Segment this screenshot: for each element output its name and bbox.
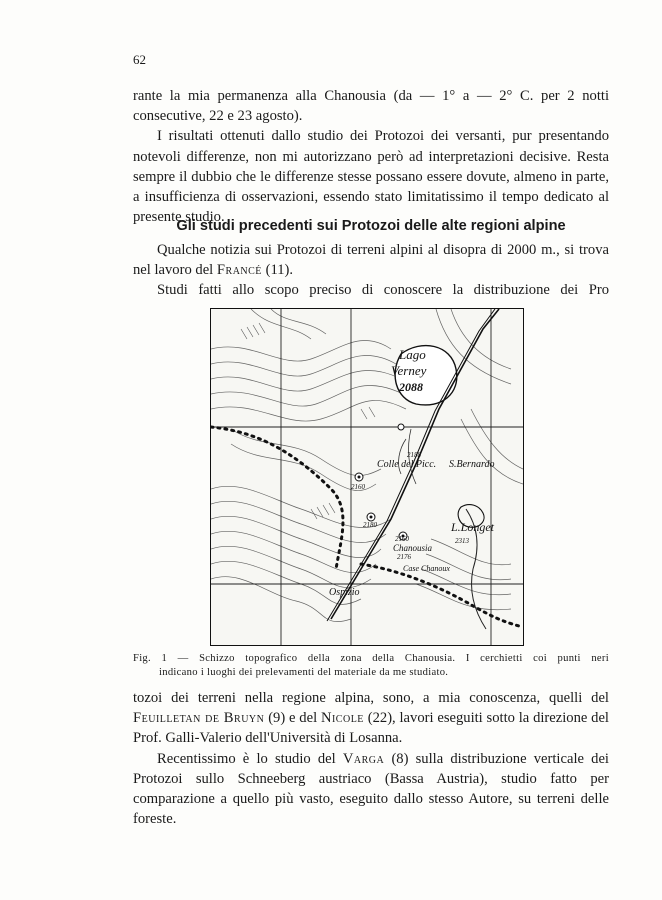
paragraph-text: Recentissimo è lo studio del bbox=[157, 750, 336, 767]
caption-line: Fig. 1 — Schizzo topografico della zona della Chanousia. I cerchietti coi punti neri bbox=[133, 653, 609, 664]
paragraph-text: tozoi dei terreni nella regione alpina, sono, a mia conoscenza, quelli del bbox=[133, 690, 609, 706]
map-svg bbox=[211, 309, 523, 645]
paragraph-text: (8) sulla distribuzione verticale dei Protozoi sullo Schneeberg austriaco (Bassa Austria), studio fatto per comparazione a quello più vasto, eseguito dallo stesso Autore, su terreni delle foreste. bbox=[133, 750, 609, 828]
paragraph bbox=[133, 749, 609, 830]
map-label-case-chanoux: Case Chanoux bbox=[403, 564, 450, 573]
bottom-paragraphs bbox=[133, 688, 609, 829]
paragraph: Studi fatti allo scopo preciso di conoscere la distribuzione dei Pro bbox=[157, 282, 609, 299]
map-label-chanousia: Chanousia bbox=[393, 543, 433, 553]
author-name: Varga bbox=[342, 750, 385, 767]
section-heading: Gli studi precedenti sui Protozoi delle alte regioni alpine bbox=[176, 218, 566, 234]
paragraph bbox=[133, 688, 609, 749]
author-name: Feuilletan de Bruyn bbox=[133, 710, 265, 727]
figure-caption bbox=[133, 652, 609, 680]
map-label-longet: L.Longet bbox=[451, 520, 495, 534]
map-label-2313: 2313 bbox=[455, 537, 469, 545]
map-label-lago: Lago bbox=[399, 347, 426, 362]
reference: (11). bbox=[265, 262, 293, 279]
grid-lines bbox=[211, 309, 523, 645]
map-label-colle-alt: 2188 bbox=[407, 451, 421, 459]
map-label-s-bernardo: S.Bernardo bbox=[449, 459, 495, 470]
paragraph-line: consecutive, 22 e 23 agosto). bbox=[133, 108, 303, 125]
paragraph: I risultati ottenuti dallo studio dei Protozoi dei versanti, pur presentando notevoli differenze, non mi autorizzano però ad interpretazioni decisive. Resta sempre il dubbio che le differenze stesse possano essere dovute, almeno in parte, a insufficienza di osservazioni, essendo stato limitatissimo il tempo dedicato al presente studio. bbox=[133, 128, 609, 226]
topographic-map bbox=[210, 308, 524, 646]
author-name: Nicole bbox=[320, 710, 364, 727]
map-label-verney: Verney bbox=[391, 363, 427, 378]
paragraph bbox=[133, 240, 609, 280]
top-paragraphs bbox=[133, 86, 609, 227]
map-label-2180: 2180 bbox=[363, 521, 377, 529]
reference: (9) e del bbox=[268, 710, 318, 727]
paragraph-line: rante la mia permanenza alla Chanousia (da — 1° a — 2° C. per 2 notti bbox=[133, 88, 609, 104]
caption-line: indicano i luoghi dei prelevamenti del materiale da me studiato. bbox=[159, 667, 449, 678]
page-number: 62 bbox=[133, 52, 146, 67]
map-label-ospizio: Ospizio bbox=[329, 587, 360, 598]
map-label-2160-a: 2160 bbox=[351, 483, 365, 491]
reference: (22), lavori eseguiti sotto la direzione del Prof. Galli-Valerio dell'Università di Losanna. bbox=[133, 710, 609, 747]
paragraph-text: Qualche notizia sui Protozoi di terreni alpini al disopra di 2000 m., si trova nel lavoro del bbox=[133, 242, 609, 279]
border-line bbox=[361, 564, 523, 627]
map-label-2160-b: 2160 bbox=[395, 535, 409, 543]
map-label-colle: Colle del Picc. bbox=[377, 459, 437, 470]
map-label-2176: 2176 bbox=[397, 553, 411, 561]
map-label-lake-altitude: 2088 bbox=[399, 380, 423, 394]
author-name: Francé bbox=[216, 262, 262, 279]
section-intro bbox=[133, 240, 609, 301]
